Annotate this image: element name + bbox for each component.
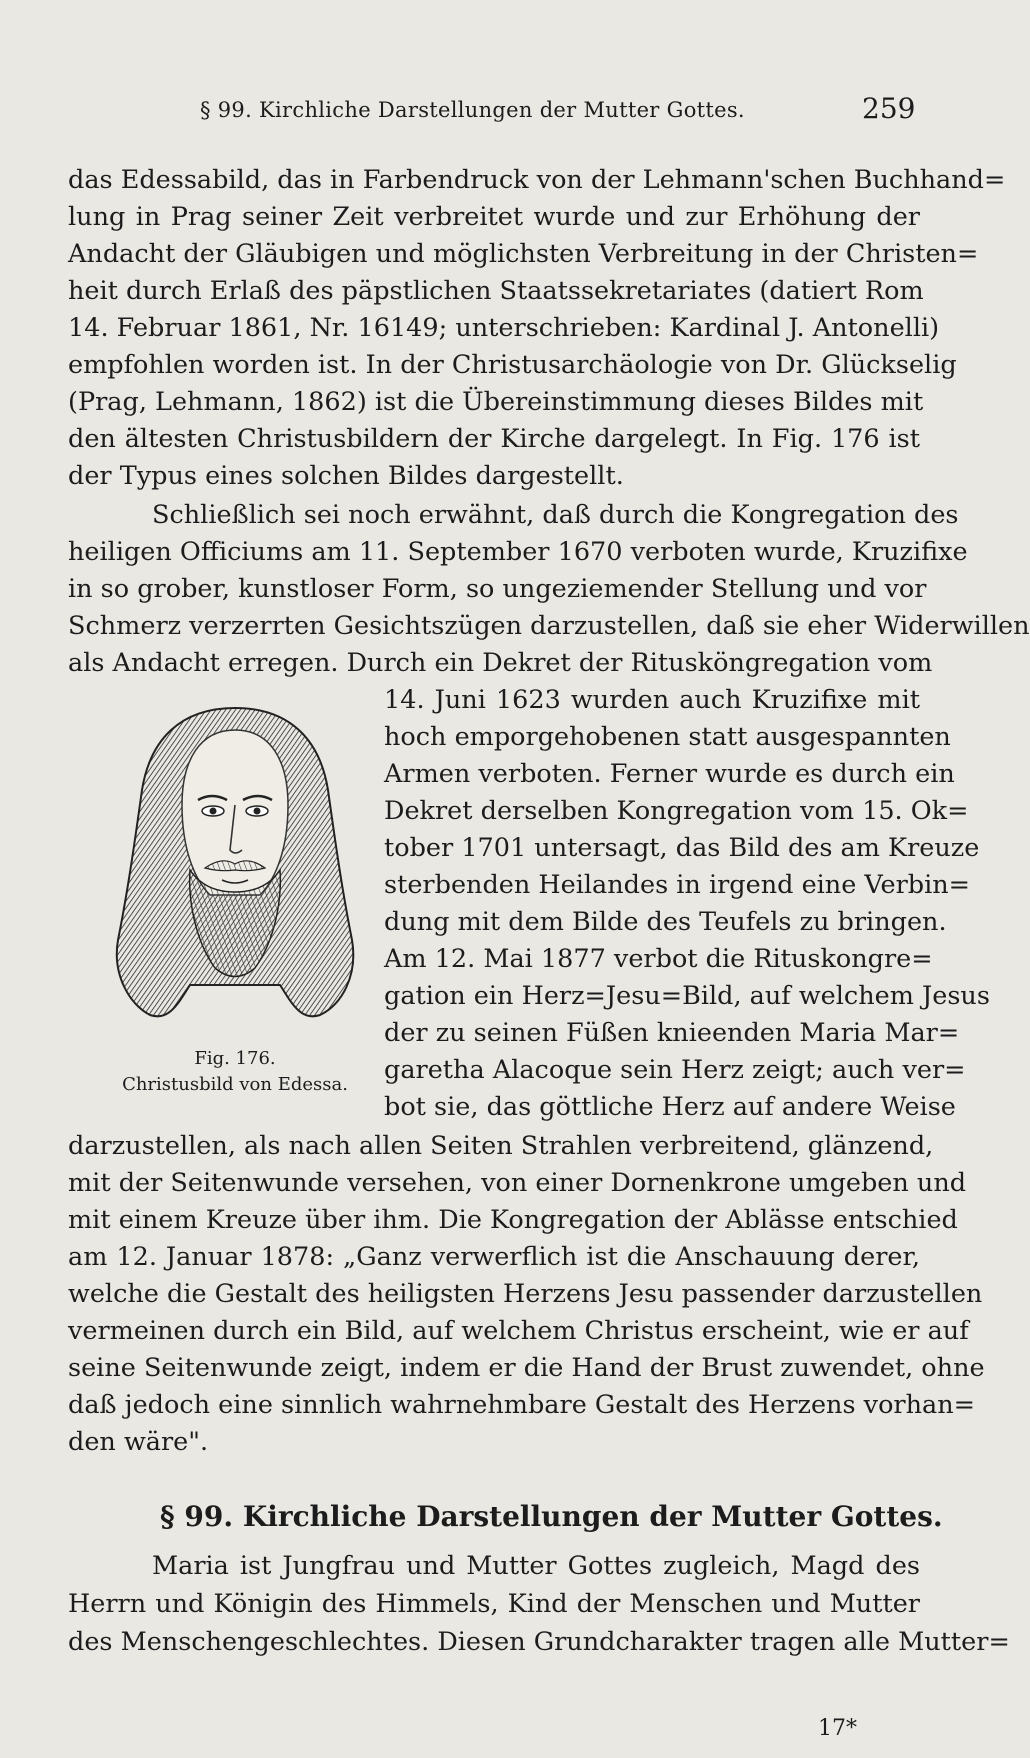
text-line: den ältesten Christusbildern der Kirche dargelegt. In Fig. 176 ist: [68, 424, 920, 454]
text-line: sterbenden Heilandes in irgend eine Verbin=: [384, 870, 971, 900]
text-line: daß jedoch eine sinnlich wahrnehmbare Gestalt des Herzens vorhan=: [68, 1390, 976, 1420]
figure-caption: Christusbild von Edessa.: [122, 1074, 348, 1095]
text-line: Armen verboten. Ferner wurde es durch ein: [384, 759, 955, 789]
text-line: Herrn und Königin des Himmels, Kind der Menschen und Mutter: [68, 1589, 920, 1619]
signature-mark: 17*: [818, 1716, 857, 1741]
text-line: lung in Prag seiner Zeit verbreitet wurde und zur Erhöhung der: [68, 202, 920, 232]
figure-label: Fig. 176.: [194, 1048, 276, 1069]
text-line: des Menschengeschlechtes. Diesen Grundcharakter tragen alle Mutter=: [68, 1627, 1010, 1657]
text-line: Andacht der Gläubigen und möglichsten Verbreitung in der Christen=: [68, 239, 979, 269]
text-line: den wäre".: [68, 1427, 209, 1457]
text-line: das Edessabild, das in Farbendruck von der Lehmann'schen Buchhand=: [68, 165, 1006, 195]
text-line: (Prag, Lehmann, 1862) ist die Übereinstimmung dieses Bildes mit: [68, 387, 924, 417]
text-line: dung mit dem Bilde des Teufels zu bringen.: [384, 907, 947, 937]
page-number: 259: [862, 92, 916, 125]
text-line: vermeinen durch ein Bild, auf welchem Christus erscheint, wie er auf: [68, 1316, 969, 1346]
text-line: heiligen Officiums am 11. September 1670 verboten wurde, Kruzifixe: [68, 537, 968, 567]
text-line: mit einem Kreuze über ihm. Die Kongregation der Ablässe entschied: [68, 1205, 958, 1235]
text-line: Maria ist Jungfrau und Mutter Gottes zugleich, Magd des: [152, 1551, 920, 1581]
text-line: hoch emporgehobenen statt ausgespannten: [384, 722, 951, 752]
running-head: [0, 92, 1000, 132]
text-line: Dekret derselben Kongregation vom 15. Ok=: [384, 796, 969, 826]
text-line: garetha Alacoque sein Herz zeigt; auch ver=: [384, 1055, 966, 1085]
text-line: am 12. Januar 1878: „Ganz verwerflich ist die Anschauung derer,: [68, 1242, 920, 1272]
text-line: tober 1701 untersagt, das Bild des am Kreuze: [384, 833, 980, 863]
running-title: § 99. Kirchliche Darstellungen der Mutter Gottes.: [200, 98, 745, 122]
text-line: bot sie, das göttliche Herz auf andere Weise: [384, 1092, 956, 1122]
text-line: seine Seitenwunde zeigt, indem er die Hand der Brust zuwendet, ohne: [68, 1353, 985, 1383]
text-line: darzustellen, als nach allen Seiten Strahlen verbreitend, glänzend,: [68, 1131, 934, 1161]
text-line: in so grober, kunstloser Form, so ungeziemender Stellung und vor: [68, 574, 927, 604]
text-line: heit durch Erlaß des päpstlichen Staatssekretariates (datiert Rom: [68, 276, 924, 306]
text-line: empfohlen worden ist. In der Christusarchäologie von Dr. Glückselig: [68, 350, 957, 380]
christ-portrait-engraving: [110, 700, 360, 1030]
text-line: 14. Juni 1623 wurden auch Kruzifixe mit: [384, 685, 920, 715]
text-line: welche die Gestalt des heiligsten Herzens Jesu passender darzustellen: [68, 1279, 983, 1309]
text-line: mit der Seitenwunde versehen, von einer Dornenkrone umgeben und: [68, 1168, 967, 1198]
text-line: der zu seinen Füßen knieenden Maria Mar=: [384, 1018, 960, 1048]
text-line: Schmerz verzerrten Gesichtszügen darzustellen, daß sie eher Widerwillen: [68, 611, 1030, 641]
text-line: Schließlich sei noch erwähnt, daß durch die Kongregation des: [152, 500, 959, 530]
portrait-illustration: [110, 700, 360, 1030]
text-line: der Typus eines solchen Bildes dargestellt.: [68, 461, 624, 491]
text-line: als Andacht erregen. Durch ein Dekret der Ritusköngregation vom: [68, 648, 933, 678]
text-line: 14. Februar 1861, Nr. 16149; unterschrieben: Kardinal J. Antonelli): [68, 313, 940, 343]
section-heading: § 99. Kirchliche Darstellungen der Mutter Gottes.: [160, 1500, 943, 1533]
text-line: Am 12. Mai 1877 verbot die Rituskongre=: [384, 944, 933, 974]
text-line: gation ein Herz=Jesu=Bild, auf welchem Jesus: [384, 981, 990, 1011]
